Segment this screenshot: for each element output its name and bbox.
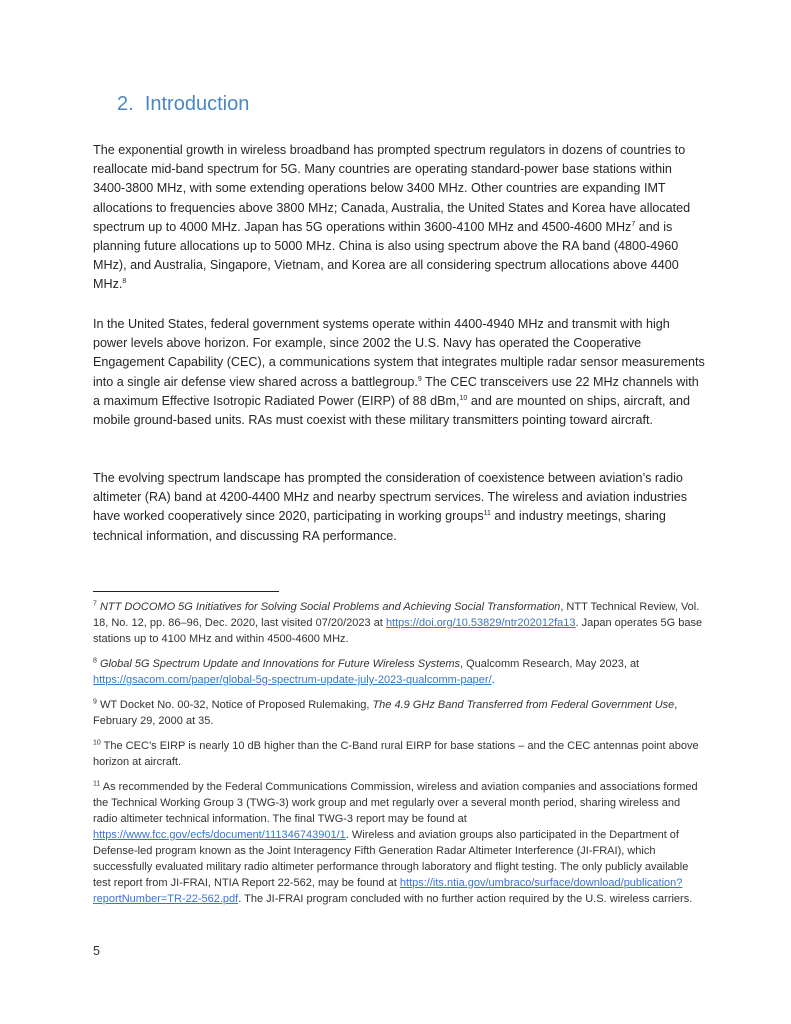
- page-number: 5: [93, 944, 100, 958]
- footnotes: [93, 599, 705, 916]
- footnote-7: $^7$ NTT DOCOMO 5G Initiatives for Solving Social Problems and Achieving Social Transformation, NTT Technical Review, Vol. 18, No. 12, pp. 86–96, Dec. 2020, last visited 07/20/2023 at https://doi.org/10.53829/ntr202012fa13. Japan operates 5G base stations up to 4100 MHz and within 4500-4600 MHz.: [93, 600, 703, 645]
- footnote-ref-10[interactable]: 10: [459, 394, 468, 402]
- section-title: Introduction: [144, 93, 250, 115]
- footnote-7-link[interactable]: https://doi.org/10.53829/ntr202012fa13: [385, 617, 576, 629]
- footnote-11-fcc-link[interactable]: https://www.fcc.gov/ecfs/document/111346743901/1: [93, 829, 346, 841]
- footnote-ref-8[interactable]: 8: [122, 278, 127, 286]
- footnote-11: $^{11}$ As recommended by the Federal Communications Commission, wireless and aviation companies and associations formed the Technical Working Group 3 (TWG-3) work group and met regularly over a several month period, sharing wireless and radio altimeter technical information. The final TWG-3 report may be found at https://www.fcc.gov/ecfs/document/111346743901/1. Wireless and aviation groups also participated in the Department of Defense-led program known as the Joint Interagency Fifth Generation Radar Altimeter Interference (JI-FRAI), which successfully evaluated military radio altimeter performance through laboratory and flight testing. The only publicly available test report from JI-FRAI, NTIA Report 22-562, may be found at https://its.ntia.gov/umbraco/surface/download/publication?reportNumber=TR-22-562.pdf. The JI-FRAI program concluded with no further action required by the U.S. wireless carriers.: [93, 780, 698, 905]
- footnote-ref-7[interactable]: 7: [631, 220, 636, 228]
- footnote-10: $^{10}$ The CEC’s EIRP is nearly 10 dB higher than the C-Band rural EIRP for base stations – and the CEC antennas point above horizon at aircraft.: [93, 739, 699, 768]
- footnote-11-ntia-link[interactable]: https://its.ntia.gov/umbraco/surface/download/publication?reportNumber=TR-22-562.pdf: [93, 877, 683, 905]
- paragraph-coexistence: The evolving spectrum landscape has prompted the consideration of coexistence between aviation’s radio altimeter (RA) band at 4200-4400 MHz and nearby spectrum services. The wireless and aviation industries have worked cooperatively since 2020, participating in working groups$^{11}$ and industry meetings, sharing technical information, and discussing RA performance.: [93, 471, 688, 543]
- footnote-8-link[interactable]: https://gsacom.com/paper/global-5g-spectrum-update-july-2023-qualcomm-paper/: [93, 674, 492, 686]
- paragraph-global-5g: The exponential growth in wireless broadband has prompted spectrum regulators in dozens of countries to reallocate mid-band spectrum for 5G. Many countries are operating standard-power base stations within 3400-3800 MHz, with some extending operations below 3400 MHz. Other countries are expanding IMT allocations to frequencies above 3800 MHz; Canada, Australia, the United States and Korea have allocated spectrum up to 4000 MHz. Japan has 5G operations within 3600-4100 MHz and 4500-4600 MHz$^7$ and is planning future allocations up to 5000 MHz. China is also using spectrum above the RA band (4800-4960 MHz), and Australia, Singapore, Vietnam, and Korea are all considering spectrum allocations above 4400 MHz.$^8$: [93, 143, 691, 292]
- footnote-8: $^8$ Global 5G Spectrum Update and Innovations for Future Wireless Systems, Qualcomm Research, May 2023, at https://gsacom.com/paper/global-5g-spectrum-update-july-2023-qualcomm-paper/.: [93, 657, 640, 686]
- footnote-9: $^9$ WT Docket No. 00-32, Notice of Proposed Rulemaking, The 4.9 GHz Band Transferred from Federal Government Use, February 29, 2000 at 35.: [93, 698, 678, 727]
- section-number: 2.: [117, 93, 134, 115]
- footnote-separator: [93, 591, 279, 592]
- footnote-ref-11[interactable]: 11: [483, 510, 491, 518]
- section-heading: [117, 93, 249, 116]
- footnote-ref-9[interactable]: 9: [417, 375, 422, 383]
- paragraph-federal-systems: In the United States, federal government systems operate within 4400-4940 MHz and transmit with high power levels above horizon. For example, since 2002 the U.S. Navy has operated the Cooperative Engagement Capability (CEC), a communications system that integrates multiple radar sensor measurements into a single air defense view shared across a battlegroup.$^9$ The CEC transceivers use 22 MHz channels with a maximum Effective Isotropic Radiated Power (EIRP) of 88 dBm,$^{10}$ and are mounted on ships, aircraft, and mobile ground-based units. RAs must coexist with these military transmitters pointing toward aircraft.: [93, 317, 705, 428]
